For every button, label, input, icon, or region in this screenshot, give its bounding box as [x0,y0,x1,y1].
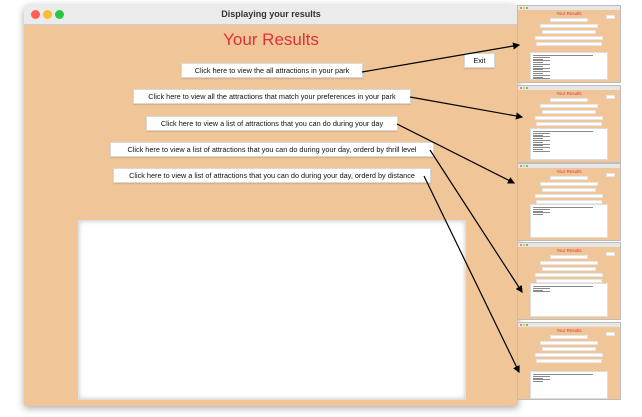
window-title: Displaying your results [221,9,321,19]
thumbnail-title: Your Results [556,11,582,16]
arrow-2 [410,97,522,117]
arrow-5 [424,176,519,372]
view-preference-matches-button[interactable]: Click here to view all the attractions that match your preferences in your park [133,89,411,104]
page-title: Your Results [223,30,319,49]
thumbnail-title: Your Results [556,248,582,253]
thumbnail-title: Your Results [556,169,582,174]
arrow-3 [397,124,514,183]
arrow-1 [362,45,519,72]
arrow-4 [430,150,522,292]
thumbnail-title: Your Results [556,91,582,96]
exit-button[interactable]: Exit [464,53,495,68]
view-day-list-button[interactable]: Click here to view a list of attractions that you can do during your day [146,116,398,131]
view-distance-ordered-button[interactable]: Click here to view a list of attractions that you can do during your day, orderd by distance [113,168,431,183]
thumbnail-title: Your Results [556,328,582,333]
view-all-attractions-button[interactable]: Click here to view the all attractions in your park [181,63,363,78]
view-thrill-ordered-button[interactable]: Click here to view a list of attractions that you can do during your day, orderd by thrill level [110,142,434,157]
